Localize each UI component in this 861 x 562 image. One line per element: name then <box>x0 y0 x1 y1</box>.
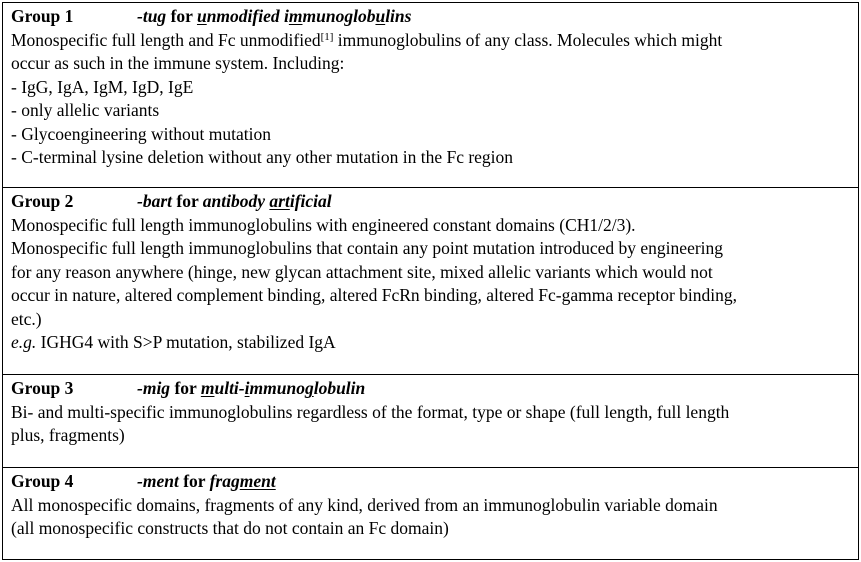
group-4-cell <box>2 467 859 560</box>
group-3-line: plus, fragments) <box>11 425 125 445</box>
group-2-line: for any reason anywhere (hinge, new glycan attachment site, mixed allelic variants which would not <box>11 261 713 282</box>
footnote-ref: [1] <box>320 30 334 43</box>
group-1-item: - only allelic variants <box>11 100 160 120</box>
group-3-for: for <box>174 378 201 398</box>
group-1-header <box>11 5 850 29</box>
group-4-line: (all monospecific constructs that do not contain an Fc domain) <box>11 518 449 538</box>
term-fragment: i <box>244 378 250 398</box>
group-3-cell <box>2 374 859 467</box>
group-4-header <box>11 470 850 494</box>
group-1-desc-b: immunoglobulins of any class. Molecules which might <box>333 29 723 50</box>
group-4-suffix: -ment <box>137 471 184 491</box>
group-3-header <box>11 377 850 401</box>
term-fragment: ment <box>239 471 276 491</box>
group-4-heading <box>137 470 276 494</box>
group-2-line: etc.) <box>11 308 42 329</box>
group-1-item: - C-terminal lysine deletion without any other mutation in the Fc region <box>11 147 514 167</box>
group-1-cell <box>2 2 859 187</box>
term-fragment: antibody <box>202 191 266 211</box>
group-1-desc-a: Monospecific full length and Fc unmodified <box>11 29 321 50</box>
term-fragment: u <box>375 6 386 26</box>
group-2-line: Monospecific full length immunoglobulins with engineered constant domains (CH1/2/3). <box>11 214 636 235</box>
group-2-name: Group 2 <box>11 191 74 211</box>
term-fragment: frag <box>209 471 240 491</box>
groups-table <box>2 2 859 560</box>
group-2-heading <box>137 190 332 214</box>
group-2-suffix: -bart <box>137 191 177 211</box>
group-2-for: for <box>176 191 203 211</box>
group-4-term <box>210 471 276 491</box>
term-fragment: m <box>200 378 215 398</box>
term-fragment: u <box>196 6 207 26</box>
example-prefix: e.g. <box>11 332 37 352</box>
example-text: IGHG4 with S>P mutation, stabilized IgA <box>36 332 336 352</box>
group-2-line: Monospecific full length immunoglobulins that contain any point mutation introduced by engineering <box>11 238 724 258</box>
group-1-item: - IgG, IgA, IgM, IgD, IgE <box>11 76 194 97</box>
group-3-suffix: -mig <box>137 378 175 398</box>
group-2-line: occur in nature, altered complement binding, altered FcRn binding, altered Fc-gamma receptor binding, <box>11 285 738 305</box>
group-1-name: Group 1 <box>11 6 74 26</box>
term-fragment: ificial <box>289 191 332 211</box>
term-fragment: lobulin <box>313 378 366 398</box>
group-2-term <box>203 191 332 211</box>
group-2-example <box>11 331 850 355</box>
group-1-suffix: -tug <box>137 6 171 26</box>
group-1-item: - Glycoengineering without mutation <box>11 123 272 144</box>
group-2-cell <box>2 187 859 374</box>
term-fragment: m <box>288 6 303 26</box>
term-fragment: munoglob <box>302 6 376 26</box>
group-4-for: for <box>183 471 210 491</box>
term-fragment: nmodified <box>206 6 280 26</box>
group-1-term <box>197 6 412 26</box>
group-4-name: Group 4 <box>11 471 74 491</box>
term-fragment: ulti- <box>214 378 245 398</box>
term-fragment: i <box>284 6 289 26</box>
group-3-heading <box>137 377 365 401</box>
group-3-name: Group 3 <box>11 378 74 398</box>
group-3-term <box>201 378 365 398</box>
term-fragment: mmuno <box>249 378 305 398</box>
term-fragment: art <box>269 191 290 211</box>
group-1-desc-line-1 <box>11 29 850 53</box>
group-1-heading <box>137 5 411 29</box>
group-1-desc-line-2: occur as such in the immune system. Including: <box>11 53 345 73</box>
group-4-line: All monospecific domains, fragments of any kind, derived from an immunoglobulin variable domain <box>11 494 718 515</box>
group-3-line: Bi- and multi-specific immunoglobulins regardless of the format, type or shape (full length, full length <box>11 401 730 422</box>
term-fragment: lins <box>385 6 412 26</box>
group-2-header <box>11 190 850 214</box>
term-fragment: g <box>304 378 314 398</box>
group-1-for: for <box>170 6 197 26</box>
